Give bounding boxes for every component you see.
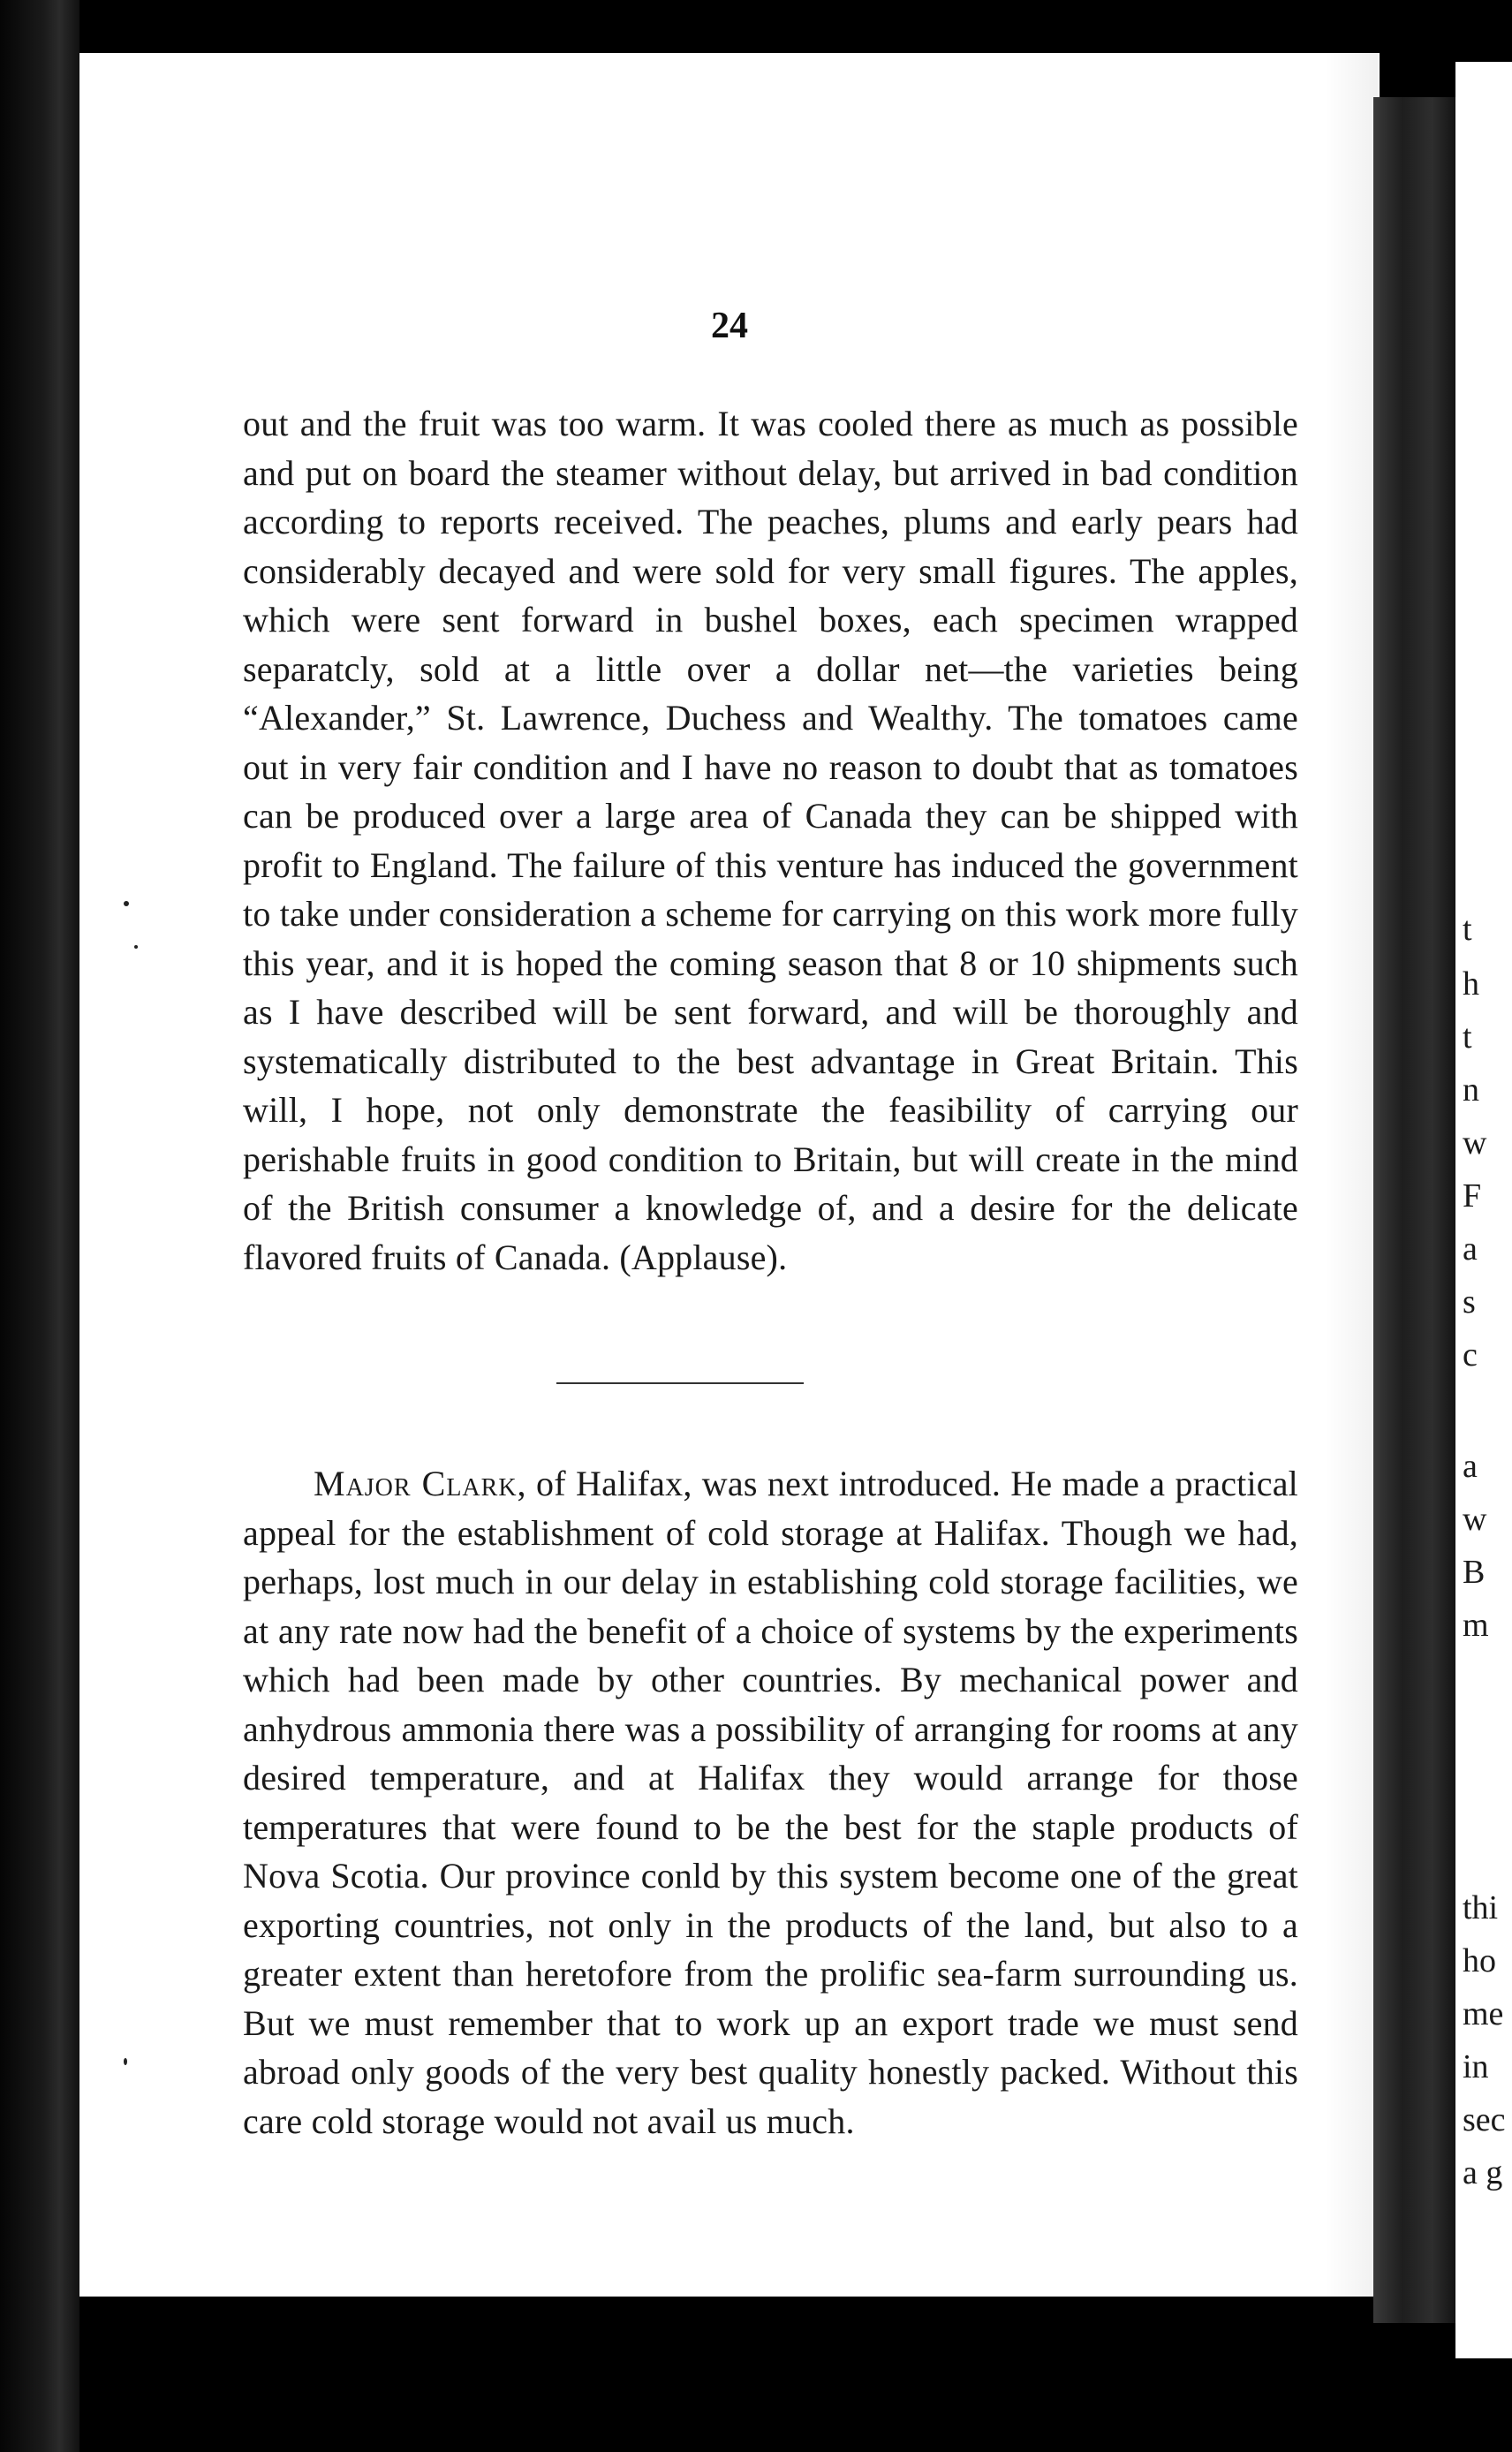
adjacent-page-fragment: a	[1463, 1230, 1478, 1268]
adjacent-page-strip	[1455, 62, 1512, 2358]
page-number: 24	[711, 306, 748, 346]
adjacent-page-fragment: a g	[1463, 2154, 1503, 2191]
adjacent-page-fragment: t	[1463, 911, 1472, 948]
adjacent-page-fragment: h	[1463, 965, 1479, 1003]
adjacent-page-fragment: a	[1463, 1448, 1478, 1485]
book-gutter	[1373, 97, 1457, 2323]
paper-speck	[124, 901, 129, 906]
adjacent-page-fragment: F	[1463, 1177, 1482, 1215]
adjacent-page-fragment: t	[1463, 1018, 1472, 1056]
adjacent-page-fragment: s	[1463, 1283, 1476, 1321]
adjacent-page-fragment: thi	[1463, 1889, 1499, 1926]
paragraph-fruit-shipment: out and the fruit was too warm. It was cooled there as much as possible and put on board the steamer without delay, but arrived in bad condition according to reports received. The peaches, plums and early pears had considerably decayed and were sold for very small figures. The apples, which were sent forward in bushel boxes, each specimen wrapped separatcly, sold at a little over a dollar net—the varieties being “Alexander,” St. Lawrence, Duchess and Wealthy. The tomatoes came out in very fair condition and I have no reason to doubt that as tomatoes can be produced over a large area of Canada they can be shipped with profit to England. The failure of this venture has induced the government to take under consideration a scheme for carrying on this work more fully this year, and it is hoped the coming season that 8 or 10 shipments such as I have described will be sent forward, and will be thoroughly and systematically distributed to the best advantage in Great Britain. This will, I hope, not only demonstrate the feasibility of carrying our perishable fruits in good condition to Britain, but will create in the mind of the British consumer a knowledge of, and a desire for the delicate flavored fruits of Canada. (Applause).	[243, 404, 1298, 1277]
adjacent-page-fragment: me	[1463, 1995, 1504, 2032]
speaker-name: Major Clark	[314, 1464, 518, 1503]
adjacent-page-fragment: m	[1463, 1607, 1489, 1644]
adjacent-page-fragment: c	[1463, 1336, 1478, 1374]
adjacent-page-fragment: ho	[1463, 1942, 1496, 1979]
scan-left-edge	[0, 0, 79, 2452]
adjacent-page-fragment: in	[1463, 2048, 1489, 2085]
section-divider	[556, 1382, 804, 1384]
adjacent-page-fragment: B	[1463, 1554, 1486, 1591]
adjacent-page-fragment: w	[1463, 1501, 1487, 1538]
book-page	[79, 53, 1380, 2297]
paper-speck	[124, 2058, 127, 2065]
page-shadow	[1325, 53, 1378, 2297]
paragraph-major-clark	[243, 1459, 1298, 2146]
paragraph-major-clark-text: , of Halifax, was next introduced. He made a practical appeal for the establishment of cold storage at Halifax. Though we had, perhaps, lost much in our delay in establishing cold storage facilities, we at any rate now had the benefit of a choice of systems by the experiments which had been made by other countries. By mechanical power and anhydrous ammonia there was a possibility of arranging for rooms at any desired temperature, and at Halifax they would arrange for those temperatures that were found to be the best for the staple products of Nova Scotia. Our province conld by this system become one of the great exporting countries, not only in the products of the land, but also to a greater extent than heretofore from the prolific sea-farm surrounding us. But we must remember that to work up an export trade we must send abroad only goods of the very best quality honestly packed. Without this care cold storage would not avail us much.	[243, 1464, 1298, 2141]
adjacent-page-fragment: w	[1463, 1124, 1487, 1162]
adjacent-page-fragment: n	[1463, 1071, 1479, 1109]
adjacent-page-fragment: sec	[1463, 2101, 1506, 2138]
paper-speck	[134, 945, 138, 949]
